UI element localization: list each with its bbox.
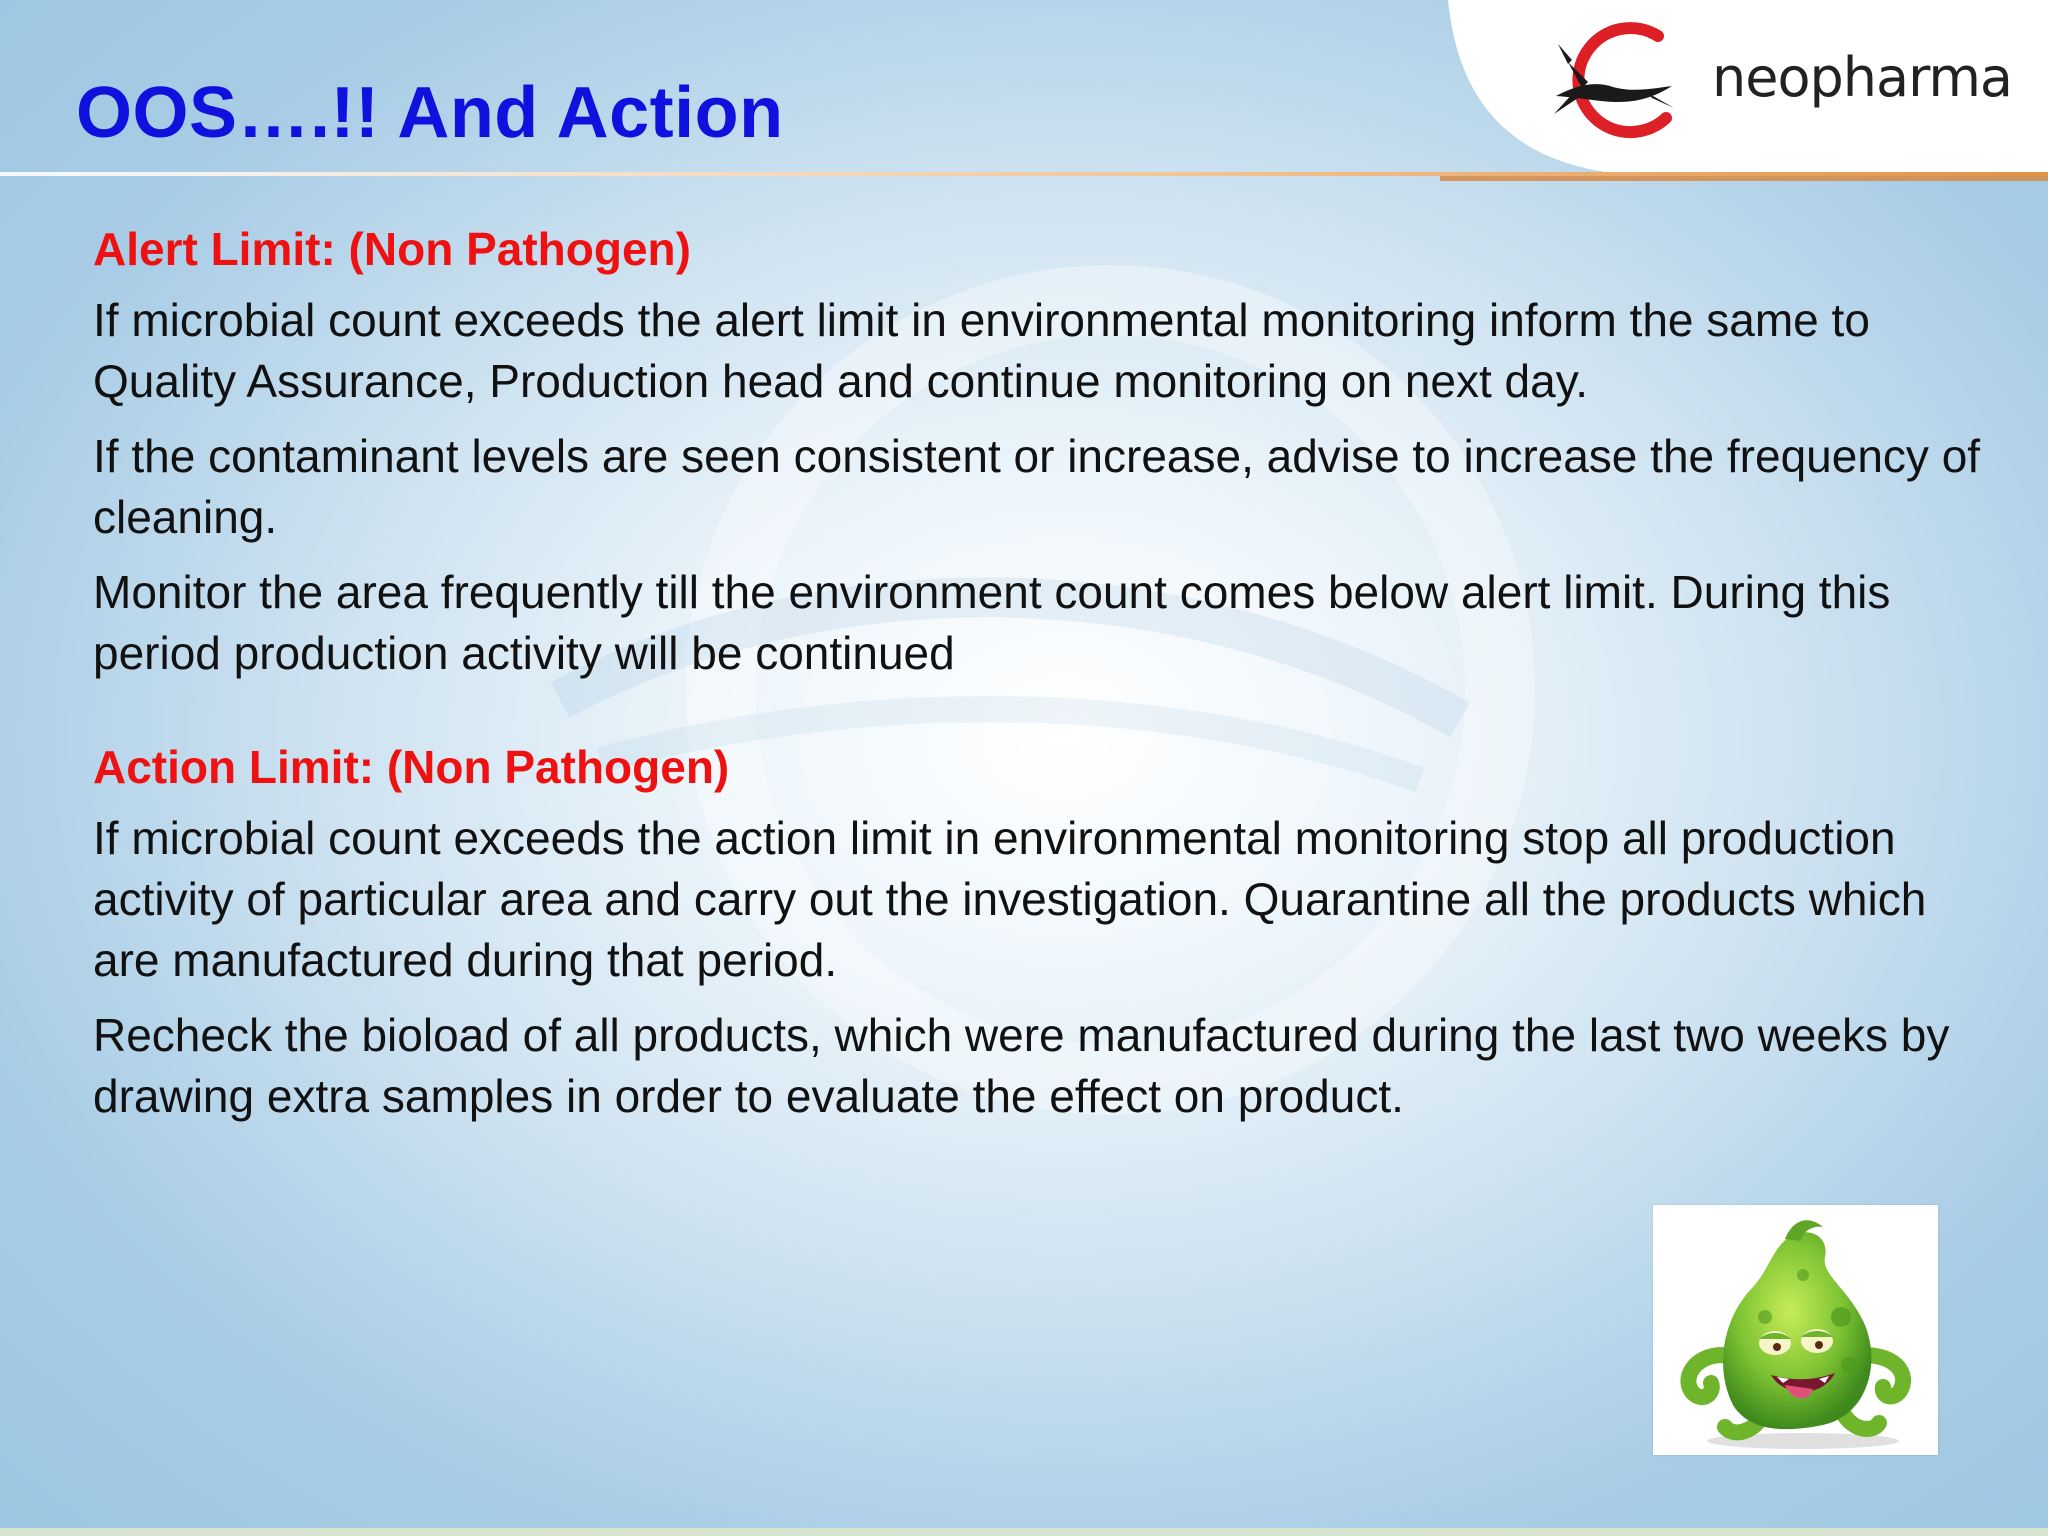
paragraph: Monitor the area frequently till the environment count comes below alert limit. During this period production activity will be continued	[93, 566, 1891, 679]
section-heading: Alert Limit: (Non Pathogen)	[93, 223, 691, 275]
header-divider	[0, 172, 2048, 184]
section-heading: Action Limit: (Non Pathogen)	[93, 741, 730, 793]
paragraph: If the contaminant levels are seen consistent or increase, advise to increase the frequency of cleaning.	[93, 430, 1981, 543]
germ-illustration	[1653, 1205, 1938, 1455]
paragraph: Recheck the bioload of all products, which were manufactured during the last two weeks by drawing extra samples in order to evaluate the effect on product.	[93, 1009, 1950, 1122]
paragraph: If microbial count exceeds the action limit in environmental monitoring stop all production activity of particular area and carry out the investigation. Quarantine all the products which are manufactured during that period.	[93, 812, 1927, 986]
slide-content	[93, 218, 1993, 1127]
slide-title: OOS….!! And Action	[76, 73, 784, 153]
gazelle-logo-icon	[1548, 22, 1698, 142]
germ-icon	[1653, 1205, 1938, 1455]
action-limit-section	[93, 736, 1993, 1127]
bottom-strip	[0, 1528, 2048, 1536]
logo-wordmark: neopharma	[1712, 46, 2013, 109]
alert-limit-section	[93, 218, 1993, 684]
paragraph: If microbial count exceeds the alert limit in environmental monitoring inform the same to Quality Assurance, Production head and continue monitoring on next day.	[93, 294, 1870, 407]
